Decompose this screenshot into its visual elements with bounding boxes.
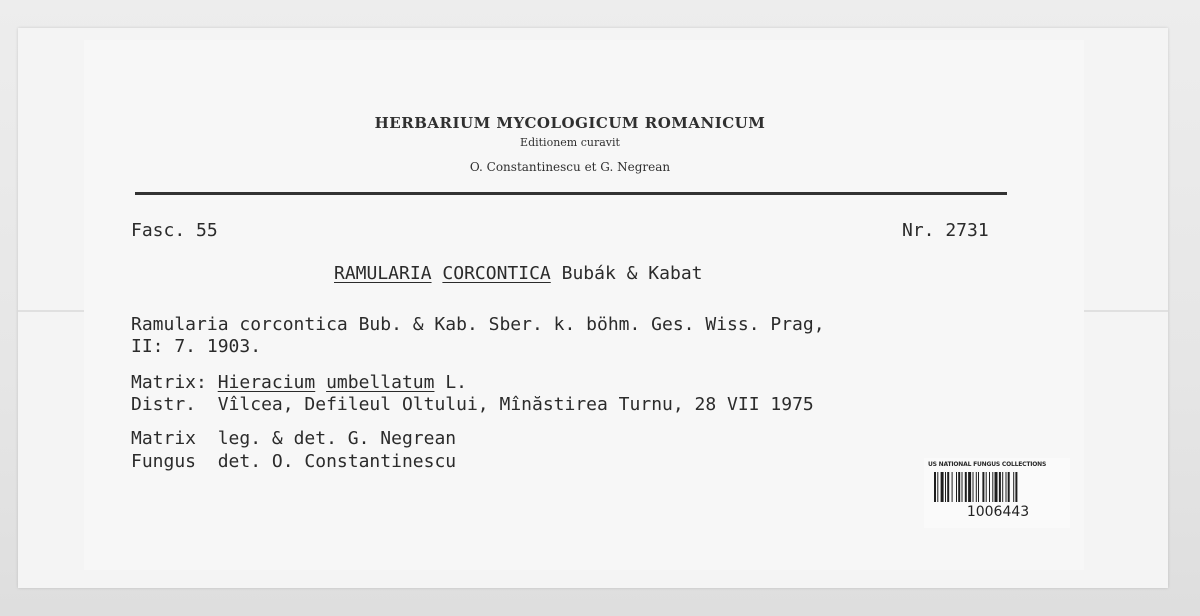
matrix-epithet: umbellatum <box>326 372 435 393</box>
editor-note: Editionem curavit <box>520 136 620 149</box>
citation-line-1: Ramularia corcontica Bub. & Kab. Sber. k. böhm. Ges. Wiss. Prag, <box>131 314 825 335</box>
matrix-collector-label: Matrix <box>131 428 197 449</box>
distribution-text: Vîlcea, Defileul Oltului, Mînăstirea Turnu, 28 VII 1975 <box>217 394 814 415</box>
distribution-line <box>131 394 814 415</box>
species-authority: Bubák & Kabat <box>561 263 703 284</box>
fascicle-number: Fasc. 55 <box>131 220 218 241</box>
matrix-genus: Hieracium <box>217 372 316 393</box>
matrix-authority: L. <box>445 372 467 393</box>
matrix-collector-text: leg. & det. G. Negrean <box>217 428 457 449</box>
matrix-collector-line <box>131 428 456 449</box>
species-epithet: CORCONTICA <box>442 263 551 284</box>
matrix-line <box>131 372 467 393</box>
exsiccata-number: Nr. 2731 <box>902 220 989 241</box>
distribution-label: Distr. <box>131 394 197 415</box>
barcode-icon <box>934 472 1062 502</box>
fungus-determiner-text: det. O. Constantinescu <box>217 451 457 472</box>
citation-line-2: II: 7. 1903. <box>131 336 262 357</box>
species-name <box>334 263 703 284</box>
herbarium-title: HERBARIUM MYCOLOGICUM ROMANICUM <box>374 114 766 132</box>
species-genus: RAMULARIA <box>334 263 432 284</box>
header-rule <box>135 192 1007 195</box>
barcode-institution: US NATIONAL FUNGUS COLLECTIONS <box>928 461 1047 468</box>
matrix-label: Matrix: <box>131 372 207 393</box>
fungus-determiner-line <box>131 451 456 472</box>
editors: O. Constantinescu et G. Negrean <box>469 160 671 174</box>
barcode-number: 1006443 <box>966 504 1030 520</box>
fungus-determiner-label: Fungus <box>131 451 197 472</box>
